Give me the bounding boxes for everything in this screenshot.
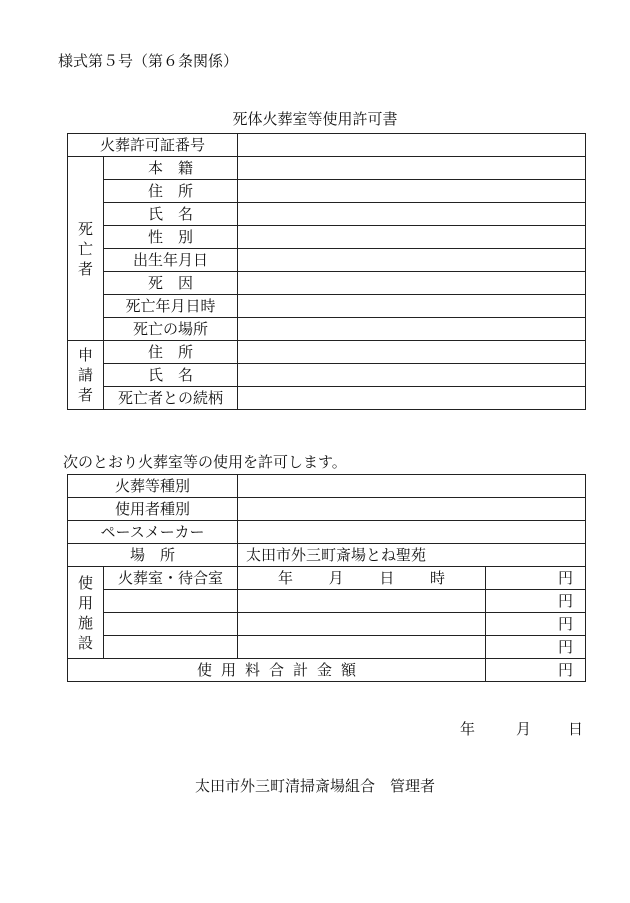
row-label: 出生年月日 — [104, 249, 238, 272]
table-row — [68, 590, 586, 613]
birth-date-field[interactable] — [238, 249, 586, 272]
cremation-type-label: 火葬等種別 — [68, 475, 238, 498]
facility-name-field[interactable] — [104, 613, 238, 636]
pacemaker-field[interactable] — [238, 521, 586, 544]
location-label: 場 所 — [68, 544, 238, 567]
usage-datetime-field[interactable] — [238, 636, 486, 659]
fee-cell[interactable]: 円 — [486, 636, 586, 659]
table-row — [68, 157, 586, 180]
facility-name-field[interactable] — [104, 636, 238, 659]
table-row — [68, 249, 586, 272]
month-label: 月 — [328, 569, 344, 587]
domicile-field[interactable] — [238, 157, 586, 180]
fee-cell[interactable]: 円 — [486, 567, 586, 590]
year-label: 年 — [278, 569, 294, 587]
form-number: 様式第５号（第６条関係） — [58, 52, 239, 70]
usage-datetime-field[interactable] — [238, 613, 486, 636]
table-row — [68, 226, 586, 249]
pacemaker-label: ペースメーカー — [68, 521, 238, 544]
issuer: 太田市外三町清掃斎場組合 管理者 — [194, 777, 435, 795]
table-row — [68, 341, 586, 364]
row-label: 氏 名 — [104, 203, 238, 226]
fee-cell[interactable]: 円 — [486, 590, 586, 613]
issue-year-label: 年 — [460, 720, 476, 738]
death-place-field[interactable] — [238, 318, 586, 341]
sex-field[interactable] — [238, 226, 586, 249]
table-row — [68, 318, 586, 341]
facility-group-label: 使 用 施 設 — [68, 567, 104, 659]
table-row — [68, 636, 586, 659]
table-row — [68, 521, 586, 544]
row-label: 住 所 — [104, 341, 238, 364]
permit-number-field[interactable] — [238, 134, 586, 157]
row-label: 本 籍 — [104, 157, 238, 180]
table-row — [68, 387, 586, 410]
usage-datetime[interactable] — [238, 567, 486, 590]
applicant-address-field[interactable] — [238, 341, 586, 364]
cremation-type-field[interactable] — [238, 475, 586, 498]
table-row — [68, 567, 586, 590]
issue-day-label: 日 — [568, 720, 584, 738]
location-value: 太田市外三町斎場とね聖苑 — [238, 544, 586, 567]
permit-statement: 次のとおり火葬室等の使用を許可します。 — [63, 453, 347, 471]
deceased-name-field[interactable] — [238, 203, 586, 226]
row-label: 住 所 — [104, 180, 238, 203]
hour-label: 時 — [429, 569, 445, 587]
applicant-group-label: 申 請 者 — [68, 341, 104, 410]
cause-of-death-field[interactable] — [238, 272, 586, 295]
user-type-label: 使用者種別 — [68, 498, 238, 521]
total-fee-cell[interactable]: 円 — [486, 659, 586, 682]
total-fee-label: 使用料合計金額 — [68, 659, 486, 682]
permit-number-label: 火葬許可証番号 — [68, 134, 238, 157]
permit-table — [67, 133, 586, 410]
user-type-field[interactable] — [238, 498, 586, 521]
document-title: 死体火葬室等使用許可書 — [232, 110, 398, 128]
day-label: 日 — [379, 569, 395, 587]
row-label: 性 別 — [104, 226, 238, 249]
issue-date — [460, 718, 583, 739]
table-row — [68, 364, 586, 387]
fee-cell[interactable]: 円 — [486, 613, 586, 636]
row-label: 氏 名 — [104, 364, 238, 387]
facility-name-field[interactable] — [104, 590, 238, 613]
usage-datetime-field[interactable] — [238, 590, 486, 613]
usage-table — [67, 474, 586, 682]
table-row — [68, 180, 586, 203]
table-row — [68, 544, 586, 567]
table-row — [68, 475, 586, 498]
table-row — [68, 295, 586, 318]
applicant-name-field[interactable] — [238, 364, 586, 387]
deceased-group-label: 死 亡 者 — [68, 157, 104, 341]
table-row — [68, 272, 586, 295]
issue-month-label: 月 — [516, 720, 532, 738]
death-datetime-field[interactable] — [238, 295, 586, 318]
row-label: 死亡の場所 — [104, 318, 238, 341]
relationship-field[interactable] — [238, 387, 586, 410]
row-label: 死 因 — [104, 272, 238, 295]
table-row — [68, 659, 586, 682]
row-label: 死亡年月日時 — [104, 295, 238, 318]
table-row — [68, 134, 586, 157]
row-label: 死亡者との続柄 — [104, 387, 238, 410]
table-row — [68, 613, 586, 636]
deceased-address-field[interactable] — [238, 180, 586, 203]
table-row — [68, 203, 586, 226]
table-row — [68, 498, 586, 521]
facility-name: 火葬室・待合室 — [104, 567, 238, 590]
